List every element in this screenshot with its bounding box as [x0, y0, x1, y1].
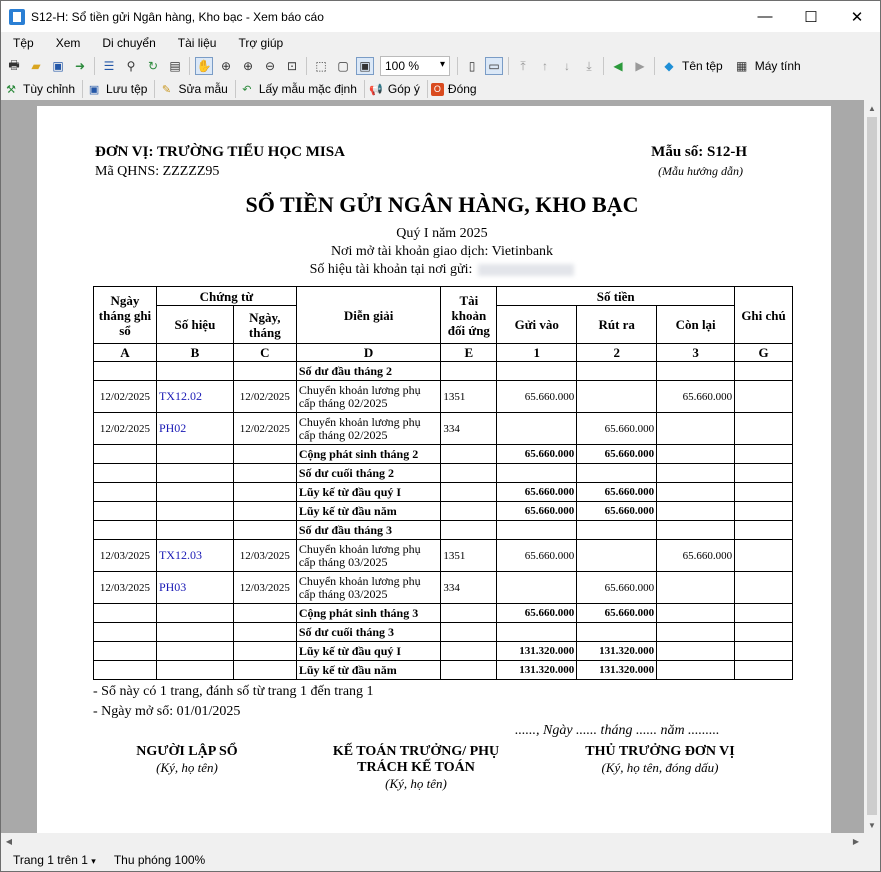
signature-preparer-title: NGƯỜI LẬP SỔ [136, 744, 238, 759]
multi-page-icon[interactable]: ▭ [485, 57, 503, 75]
row-balance: 65.660.000 [657, 540, 735, 572]
row-account [441, 623, 497, 642]
row-note [735, 381, 793, 413]
header-amount: Số tiền [497, 287, 735, 306]
row-note [735, 661, 793, 680]
row-withdraw [577, 540, 657, 572]
column-letter: D [296, 344, 441, 362]
signature-accountant [323, 744, 509, 792]
whole-page-icon[interactable]: ▢ [337, 59, 349, 73]
row-account [441, 642, 497, 661]
row-date [94, 502, 157, 521]
customize-button[interactable] [3, 81, 75, 97]
row-deposit: 65.660.000 [497, 540, 577, 572]
row-balance [657, 413, 735, 445]
row-description: Lũy kế từ đầu năm [296, 661, 441, 680]
header-withdraw: Rút ra [577, 306, 657, 344]
toolbar-separator [235, 80, 236, 98]
row-voucher-date [233, 483, 296, 502]
default-template-label: Lấy mẫu mặc định [258, 82, 357, 96]
row-balance [657, 572, 735, 604]
row-voucher-date [233, 661, 296, 680]
row-deposit: 65.660.000 [497, 502, 577, 521]
row-voucher-date: 12/02/2025 [233, 413, 296, 445]
minimize-button[interactable]: — [757, 8, 773, 25]
column-letter: A [94, 344, 157, 362]
toolbar-separator [508, 57, 509, 75]
row-account [441, 604, 497, 623]
next-page-icon[interactable]: ↓ [564, 59, 570, 73]
row-note [735, 483, 793, 502]
filename-label[interactable]: Tên tệp [682, 59, 723, 73]
signature-preparer-note: (Ký, họ tên) [156, 760, 218, 775]
row-date [94, 642, 157, 661]
signature-head-note: (Ký, họ tên, đóng dấu) [601, 760, 719, 775]
calculator-icon[interactable]: ▦ [736, 59, 748, 73]
row-voucher-no [156, 521, 233, 540]
row-voucher-no [156, 483, 233, 502]
feedback-button[interactable] [368, 81, 420, 97]
header-voucher-date: Ngày, tháng [233, 306, 296, 344]
ledger-body [94, 362, 793, 680]
header-date: Ngày tháng ghi sổ [94, 287, 157, 344]
row-deposit: 65.660.000 [497, 483, 577, 502]
row-note [735, 604, 793, 623]
maximize-button[interactable]: ☐ [804, 8, 818, 26]
row-note [735, 362, 793, 381]
table-row [94, 623, 793, 642]
row-withdraw: 65.660.000 [577, 445, 657, 464]
close-report-button[interactable] [431, 82, 477, 96]
chevron-down-icon: ▾ [91, 856, 96, 866]
footer-pages: - Sổ này có 1 trang, đánh số từ trang 1 đến trang 1 [93, 684, 374, 699]
row-deposit [497, 521, 577, 540]
table-row [94, 521, 793, 540]
zoom-out-icon[interactable]: ⊖ [264, 59, 276, 73]
zoom-in-icon[interactable]: ⊕ [242, 59, 254, 73]
row-note [735, 521, 793, 540]
header-note: Ghi chú [735, 287, 793, 344]
column-letter: 2 [577, 344, 657, 362]
row-date: 12/02/2025 [94, 413, 157, 445]
row-account [441, 661, 497, 680]
row-deposit: 131.320.000 [497, 642, 577, 661]
export-icon[interactable]: ➜ [74, 59, 86, 73]
row-voucher-no [156, 642, 233, 661]
row-voucher-date [233, 362, 296, 381]
table-row [94, 572, 793, 604]
save-file-label: Lưu tệp [106, 82, 148, 96]
page-width-icon[interactable]: ⬚ [315, 59, 327, 73]
row-description: Cộng phát sinh tháng 3 [296, 604, 441, 623]
row-date [94, 362, 157, 381]
row-note [735, 464, 793, 483]
magnifier-icon[interactable]: ⊕ [220, 59, 232, 73]
row-date: 12/03/2025 [94, 540, 157, 572]
refresh-icon[interactable]: ↻ [147, 59, 159, 73]
row-voucher-no [156, 502, 233, 521]
table-row [94, 362, 793, 381]
row-note [735, 572, 793, 604]
report-title: SỔ TIỀN GỬI NGÂN HÀNG, KHO BẠC [245, 192, 639, 217]
row-balance [657, 642, 735, 661]
signature-accountant-title: KẾ TOÁN TRƯỞNG/ PHỤ TRÁCH KẾ TOÁN [332, 744, 500, 775]
row-deposit [497, 464, 577, 483]
row-note [735, 502, 793, 521]
hand-tool-icon[interactable]: ✋ [196, 59, 212, 73]
horizontal-scrollbar[interactable] [1, 833, 864, 849]
row-voucher-no [156, 464, 233, 483]
row-date [94, 521, 157, 540]
table-row [94, 502, 793, 521]
row-withdraw: 131.320.000 [577, 661, 657, 680]
app-icon [9, 9, 25, 25]
row-voucher-no [156, 445, 233, 464]
row-withdraw: 65.660.000 [577, 604, 657, 623]
row-deposit: 65.660.000 [497, 604, 577, 623]
table-row [94, 445, 793, 464]
row-deposit [497, 413, 577, 445]
row-voucher-date [233, 445, 296, 464]
table-of-contents-icon[interactable]: ☰ [103, 59, 115, 73]
window-title: S12-H: Sổ tiền gửi Ngân hàng, Kho bạc - Xem báo cáo [31, 9, 324, 24]
report-viewer[interactable] [1, 100, 864, 833]
signature-accountant-note: (Ký, họ tên) [385, 776, 447, 791]
zoom-select[interactable] [380, 56, 450, 76]
table-row [94, 464, 793, 483]
row-voucher-date: 12/03/2025 [233, 572, 296, 604]
row-balance [657, 483, 735, 502]
row-account: 1351 [441, 381, 497, 413]
toolbar-separator [189, 57, 190, 75]
header-voucher-no: Số hiệu [156, 306, 233, 344]
unit-name: ĐƠN VỊ: TRƯỜNG TIỂU HỌC MISA [95, 144, 345, 160]
signature-preparer [107, 744, 267, 776]
row-account [441, 483, 497, 502]
table-row [94, 661, 793, 680]
row-voucher-date [233, 464, 296, 483]
back-icon[interactable]: ◀ [613, 59, 623, 73]
row-date [94, 464, 157, 483]
form-number: Mẫu số: S12-H [651, 144, 747, 160]
toolbar-separator [364, 80, 365, 98]
row-balance [657, 445, 735, 464]
row-account [441, 464, 497, 483]
feedback-label: Góp ý [387, 82, 420, 96]
secondary-toolbar [1, 78, 880, 100]
find-icon[interactable]: ⚲ [126, 59, 136, 73]
ledger-table [93, 286, 793, 680]
column-letter: G [735, 344, 793, 362]
row-voucher-date: 12/03/2025 [233, 540, 296, 572]
toolbar-separator [94, 57, 95, 75]
row-voucher-date: 12/02/2025 [233, 381, 296, 413]
menu-document[interactable]: Tài liệu [177, 36, 217, 50]
row-note [735, 540, 793, 572]
row-deposit: 65.660.000 [497, 445, 577, 464]
filename-icon[interactable]: ◆ [664, 59, 674, 73]
status-bar [1, 849, 880, 871]
toolbar-separator [82, 80, 83, 98]
single-page-icon[interactable]: ▯ [468, 59, 476, 73]
row-voucher-no[interactable]: TX12.02 [156, 381, 233, 413]
scrollbar-corner [864, 833, 880, 849]
zoom-region-icon[interactable]: ⊡ [286, 59, 298, 73]
customize-label: Tùy chỉnh [23, 82, 76, 96]
save-file-button[interactable] [86, 81, 147, 97]
row-withdraw: 65.660.000 [577, 483, 657, 502]
save-icon: ▣ [88, 83, 100, 96]
signature-head [565, 744, 755, 776]
row-balance [657, 464, 735, 483]
toolbar-separator [603, 57, 604, 75]
row-withdraw: 65.660.000 [577, 413, 657, 445]
row-account: 1351 [441, 540, 497, 572]
footer-open-date: - Ngày mở sổ: 01/01/2025 [93, 704, 241, 719]
last-page-icon[interactable]: ⤓ [586, 58, 592, 73]
previous-page-icon[interactable]: ↑ [542, 59, 548, 73]
row-voucher-date [233, 604, 296, 623]
computer-label[interactable]: Máy tính [754, 59, 801, 73]
toolbar-separator [457, 57, 458, 75]
row-note [735, 445, 793, 464]
row-balance [657, 362, 735, 381]
page-indicator[interactable] [13, 853, 96, 867]
row-description: Cộng phát sinh tháng 2 [296, 445, 441, 464]
row-description: Số dư đầu tháng 2 [296, 362, 441, 381]
table-row [94, 642, 793, 661]
column-letter: 1 [497, 344, 577, 362]
edit-template-label: Sửa mẫu [178, 82, 228, 96]
page-setup-icon[interactable]: ▤ [169, 59, 181, 73]
row-voucher-no [156, 623, 233, 642]
row-deposit [497, 572, 577, 604]
zoom-value: 100 % [385, 59, 420, 73]
scroll-left-icon[interactable]: ◀ [5, 836, 13, 846]
menu-file[interactable]: Tệp [13, 36, 34, 50]
row-voucher-no[interactable]: PH03 [156, 572, 233, 604]
row-date [94, 483, 157, 502]
header-voucher: Chứng từ [156, 287, 296, 306]
row-withdraw [577, 362, 657, 381]
open-folder-icon[interactable]: ▰ [31, 59, 41, 73]
account-number-label: Số hiệu tài khoản tại nơi gửi: [309, 262, 473, 277]
report-period: Quý I năm 2025 [396, 226, 488, 241]
row-balance [657, 502, 735, 521]
table-row [94, 483, 793, 502]
row-balance [657, 521, 735, 540]
column-letter: 3 [657, 344, 735, 362]
row-date [94, 661, 157, 680]
row-withdraw: 65.660.000 [577, 502, 657, 521]
row-account: 334 [441, 413, 497, 445]
row-description: Lũy kế từ đầu quý I [296, 642, 441, 661]
row-withdraw [577, 623, 657, 642]
vertical-scrollbar[interactable] [864, 100, 880, 833]
row-voucher-date [233, 623, 296, 642]
row-description: Số dư đầu tháng 3 [296, 521, 441, 540]
header-description: Diễn giải [296, 287, 441, 344]
row-description: Chuyển khoản lương phụ cấp tháng 03/2025 [296, 540, 441, 572]
close-report-label: Đóng [447, 82, 477, 96]
signature-head-title: THỦ TRƯỞNG ĐƠN VỊ [585, 744, 735, 759]
toolbar-separator [654, 57, 655, 75]
toolbar-separator [306, 57, 307, 75]
table-row [94, 604, 793, 623]
close-icon: O [431, 83, 444, 96]
toolbar-separator [154, 80, 155, 98]
row-voucher-date [233, 642, 296, 661]
row-balance: 65.660.000 [657, 381, 735, 413]
row-note [735, 623, 793, 642]
menu-help[interactable]: Trợ giúp [238, 36, 284, 50]
undo-icon: ↶ [242, 83, 252, 96]
column-letter: E [441, 344, 497, 362]
row-account [441, 521, 497, 540]
save-icon[interactable]: ▣ [52, 59, 64, 73]
row-deposit [497, 623, 577, 642]
row-account: 334 [441, 572, 497, 604]
zoom-indicator: Thu phóng 100% [113, 853, 206, 867]
scroll-right-icon[interactable]: ▶ [852, 836, 860, 846]
scroll-up-icon[interactable]: ▲ [868, 103, 876, 113]
menu-view[interactable]: Xem [55, 36, 81, 50]
menu-navigate[interactable]: Di chuyển [102, 36, 156, 50]
row-account [441, 445, 497, 464]
row-deposit [497, 362, 577, 381]
row-date [94, 623, 157, 642]
row-deposit: 131.320.000 [497, 661, 577, 680]
first-page-icon[interactable]: ⤒ [520, 58, 526, 73]
table-row [94, 381, 793, 413]
row-date [94, 604, 157, 623]
close-button[interactable]: ✕ [850, 8, 864, 26]
scroll-thumb[interactable] [867, 117, 877, 815]
row-description: Lũy kế từ đầu quý I [296, 483, 441, 502]
row-description: Số dư cuối tháng 3 [296, 623, 441, 642]
row-withdraw [577, 464, 657, 483]
row-balance [657, 661, 735, 680]
row-description: Chuyển khoản lương phụ cấp tháng 03/2025 [296, 572, 441, 604]
customize-icon: ⚒ [6, 83, 16, 96]
main-toolbar [1, 54, 880, 78]
menu-bar [1, 32, 880, 54]
print-icon[interactable]: 🖶 [8, 57, 20, 72]
row-balance [657, 623, 735, 642]
row-voucher-no [156, 604, 233, 623]
row-description: Chuyển khoản lương phụ cấp tháng 02/2025 [296, 381, 441, 413]
header-deposit: Gửi vào [497, 306, 577, 344]
title-bar [1, 1, 880, 32]
edit-template-button[interactable] [158, 81, 227, 97]
row-voucher-date [233, 502, 296, 521]
qhns-code: Mã QHNS: ZZZZZ95 [95, 164, 220, 179]
row-voucher-no [156, 362, 233, 381]
megaphone-icon: 📢 [369, 83, 383, 96]
header-balance: Còn lại [657, 306, 735, 344]
row-description: Chuyển khoản lương phụ cấp tháng 02/2025 [296, 413, 441, 445]
signature-date-line: ......, Ngày ...... tháng ...... năm ......... [515, 723, 720, 738]
row-account [441, 362, 497, 381]
row-note [735, 642, 793, 661]
table-row [94, 413, 793, 445]
row-account [441, 502, 497, 521]
row-description: Lũy kế từ đầu năm [296, 502, 441, 521]
row-withdraw: 131.320.000 [577, 642, 657, 661]
column-letter: B [156, 344, 233, 362]
header-account: Tài khoản đối ứng [441, 287, 497, 344]
page-indicator-text: Trang 1 trên 1 [13, 853, 88, 867]
scroll-down-icon[interactable]: ▼ [868, 820, 876, 830]
table-row [94, 540, 793, 572]
column-letter: C [233, 344, 296, 362]
report-page [37, 106, 831, 833]
actual-size-icon[interactable]: ▣ [356, 57, 374, 75]
redacted-account-number [478, 264, 574, 276]
row-date [94, 445, 157, 464]
row-balance [657, 604, 735, 623]
bank-name: Nơi mở tài khoản giao dịch: Vietinbank [330, 244, 554, 259]
row-note [735, 413, 793, 445]
forward-icon[interactable]: ▶ [635, 59, 645, 73]
account-number-line [37, 262, 847, 278]
default-template-button[interactable] [239, 81, 357, 97]
row-date: 12/03/2025 [94, 572, 157, 604]
row-withdraw [577, 521, 657, 540]
row-deposit: 65.660.000 [497, 381, 577, 413]
row-date: 12/02/2025 [94, 381, 157, 413]
form-note: (Mẫu hướng dẫn) [658, 164, 743, 178]
edit-icon: ✎ [161, 83, 172, 96]
row-voucher-no [156, 661, 233, 680]
row-voucher-no[interactable]: PH02 [156, 413, 233, 445]
row-withdraw [577, 381, 657, 413]
row-voucher-date [233, 521, 296, 540]
row-withdraw: 65.660.000 [577, 572, 657, 604]
row-voucher-no[interactable]: TX12.03 [156, 540, 233, 572]
toolbar-separator [427, 80, 428, 98]
row-description: Số dư cuối tháng 2 [296, 464, 441, 483]
